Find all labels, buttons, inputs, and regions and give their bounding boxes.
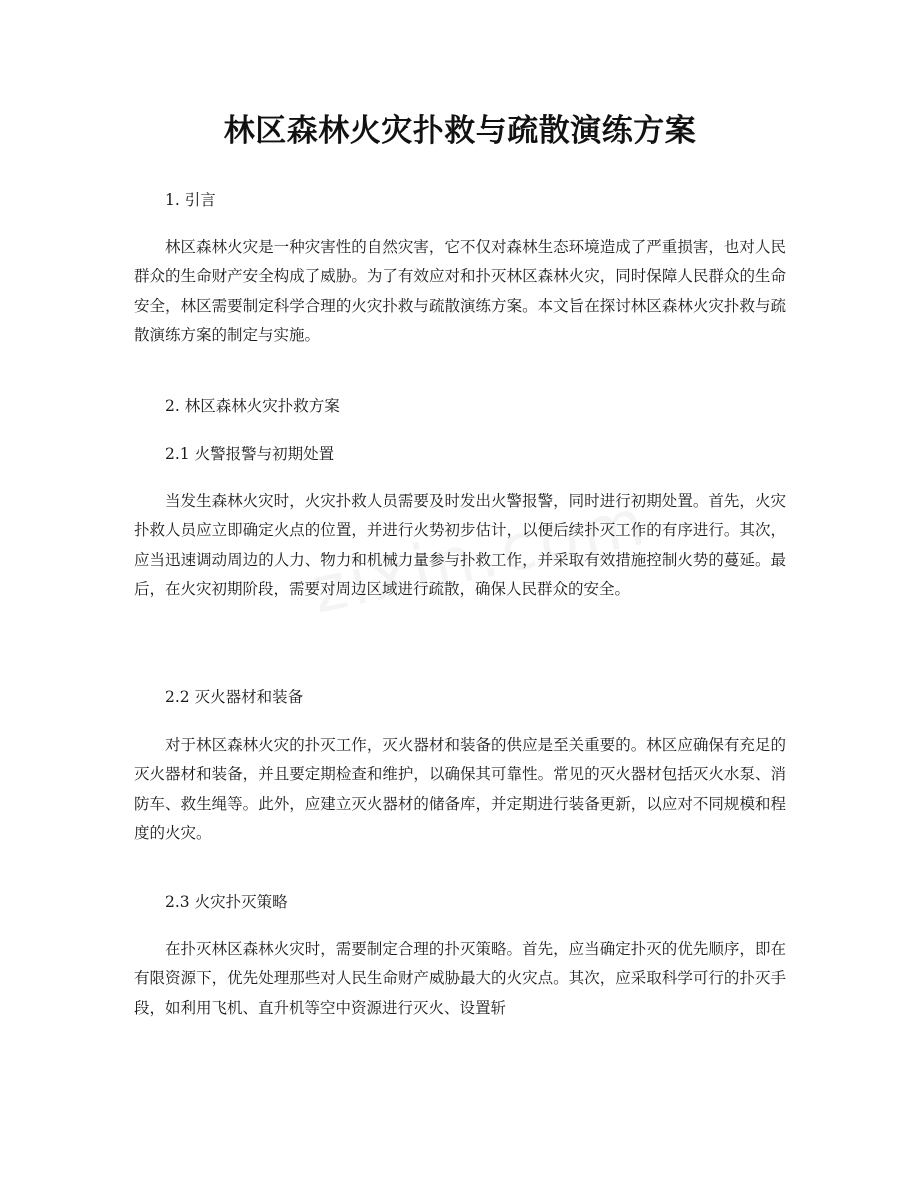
section-paragraph-2-1: 当发生森林火灾时，火灾扑救人员需要及时发出火警报警，同时进行初期处置。首先，火灾扑救人员应立即确定火点的位置，并进行火势初步估计，以便后续扑灭工作的有序进行。其次，应当迅速调动周边的人力、物力和机械力量参与扑救工作，并采取有效措施控制火势的蔓延。最后，在火灾初期阶段，需要对周边区域进行疏散，确保人民群众的安全。 bbox=[134, 492, 786, 599]
section-heading-2: 2. 林区森林火灾扑救方案 bbox=[165, 397, 340, 415]
section-paragraph-2-3: 在扑灭林区森林火灾时，需要制定合理的扑灭策略。首先，应当确定扑灭的优先顺序，即在有限资源下，优先处理那些对人民生命财产威胁最大的火灾点。其次，应采取科学可行的扑灭手段，如利用飞机、直升机等空中资源进行灭火、设置斩 bbox=[134, 940, 786, 1017]
page-title: 林区森林火灾扑救与疏散演练方案 bbox=[223, 113, 697, 149]
section-heading-2-2: 2.2 灭火器材和装备 bbox=[165, 688, 304, 706]
section-paragraph-1: 林区森林火灾是一种灾害性的自然灾害，它不仅对森林生态环境造成了严重损害，也对人民群众的生命财产安全构成了威胁。为了有效应对和扑灭林区森林火灾，同时保障人民群众的生命安全，林区需要制定科学合理的火灾扑救与疏散演练方案。本文旨在探讨林区森林火灾扑救与疏散演练方案的制定与实施。 bbox=[134, 238, 786, 345]
section-heading-2-3: 2.3 火灾扑灭策略 bbox=[165, 893, 288, 911]
section-heading-1: 1. 引言 bbox=[165, 191, 216, 209]
section-paragraph-2-2: 对于林区森林火灾的扑灭工作，灭火器材和装备的供应是至关重要的。林区应确保有充足的灭火器材和装备，并且要定期检查和维护，以确保其可靠性。常见的灭火器材包括灭火水泵、消防车、救生绳等。此外，应建立灭火器材的储备库，并定期进行装备更新，以应对不同规模和程度的火灾。 bbox=[134, 736, 786, 843]
section-heading-2-1: 2.1 火警报警与初期处置 bbox=[165, 445, 335, 463]
